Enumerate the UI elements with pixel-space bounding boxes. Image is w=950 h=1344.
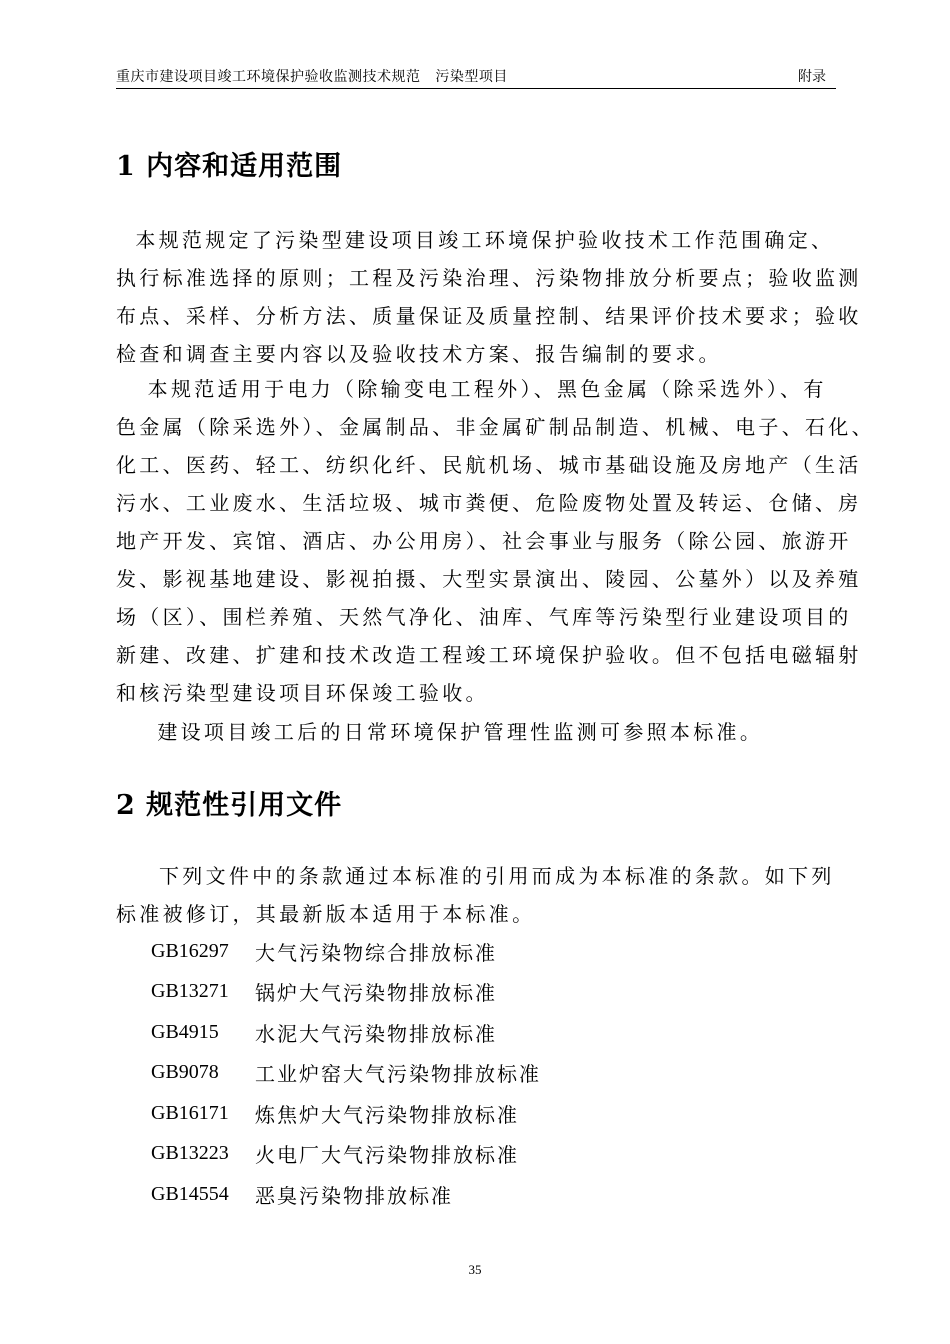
paragraph-line: 化工、医药、轻工、纺织化纤、民航机场、城市基础设施及房地产（生活 <box>116 453 862 477</box>
standard-title: 恶臭污染物排放标准 <box>255 1183 453 1208</box>
section-2-intro <box>116 857 856 933</box>
standard-code: GB16297 <box>151 939 229 962</box>
paragraph-line: 检查和调查主要内容以及验收技术方案、报告编制的要求。 <box>116 342 722 366</box>
paragraph-line: 标准被修订，其最新版本适用于本标准。 <box>116 902 536 926</box>
standard-title: 水泥大气污染物排放标准 <box>255 1021 497 1046</box>
standard-item <box>151 931 541 972</box>
paragraph-line: 新建、改建、扩建和技术改造工程竣工环境保护验收。但不包括电磁辐射 <box>116 643 862 667</box>
paragraph-line: 布点、采样、分析方法、质量保证及质量控制、结果评价技术要求；验收 <box>116 304 862 328</box>
paragraph-line: 和核污染型建设项目环保竣工验收。 <box>116 681 489 705</box>
standard-item <box>151 1053 541 1094</box>
standard-title: 大气污染物综合排放标准 <box>255 940 497 965</box>
standard-title: 工业炉窑大气污染物排放标准 <box>255 1062 541 1087</box>
section-1-paragraph-1 <box>116 221 862 373</box>
standard-item <box>151 1174 541 1215</box>
page-number: 35 <box>468 1262 482 1277</box>
section-1-paragraph-3 <box>116 713 856 751</box>
standard-title: 锅炉大气污染物排放标准 <box>255 981 497 1006</box>
standard-item <box>151 1012 541 1053</box>
section-2-heading: 2 规范性引用文件 <box>116 790 343 821</box>
standards-list <box>151 931 541 1215</box>
section-1-heading: 1 内容和适用范围 <box>116 151 343 182</box>
standard-item <box>151 1093 541 1134</box>
paragraph-line: 地产开发、宾馆、酒店、办公用房）、社会事业与服务（除公园、旅游开 <box>116 529 852 553</box>
paragraph-line: 污水、工业废水、生活垃圾、城市粪便、危险废物处置及转运、仓储、房 <box>116 491 862 515</box>
standard-item <box>151 1134 541 1175</box>
standard-code: GB16171 <box>151 1101 229 1124</box>
standard-code: GB14554 <box>151 1182 229 1205</box>
paragraph-line: 建设项目竣工后的日常环境保护管理性监测可参照本标准。 <box>138 720 764 744</box>
paragraph-line: 色金属（除采选外）、金属制品、非金属矿制品制造、机械、电子、石化、 <box>116 415 875 439</box>
standard-title: 火电厂大气污染物排放标准 <box>255 1143 519 1168</box>
standard-code: GB13223 <box>151 1142 229 1165</box>
paragraph-line: 本规范适用于电力（除输变电工程外）、黑色金属（除采选外）、有 <box>138 377 827 401</box>
header-title: 重庆市建设项目竣工环境保护验收监测技术规范 污染型项目 <box>116 69 508 85</box>
paragraph-line: 本规范规定了污染型建设项目竣工环境保护验收技术工作范围确定、 <box>116 228 835 252</box>
standard-item <box>151 972 541 1013</box>
standard-title: 炼焦炉大气污染物排放标准 <box>255 1102 519 1127</box>
standard-code: GB9078 <box>151 1061 219 1084</box>
header-appendix-label: 附录 <box>798 69 826 85</box>
paragraph-line: 发、影视基地建设、影视拍摄、大型实景演出、陵园、公墓外）以及养殖 <box>116 567 862 591</box>
page-header <box>116 66 836 89</box>
standard-code: GB13271 <box>151 980 229 1003</box>
paragraph-line: 执行标准选择的原则；工程及污染治理、污染物排放分析要点；验收监测 <box>116 266 862 290</box>
standard-code: GB4915 <box>151 1020 219 1043</box>
paragraph-line: 场（区）、围栏养殖、天然气净化、油库、气库等污染型行业建设项目的 <box>116 605 852 629</box>
paragraph-line: 下列文件中的条款通过本标准的引用而成为本标准的条款。如下列 <box>130 864 835 888</box>
section-1-paragraph-2 <box>116 370 875 712</box>
